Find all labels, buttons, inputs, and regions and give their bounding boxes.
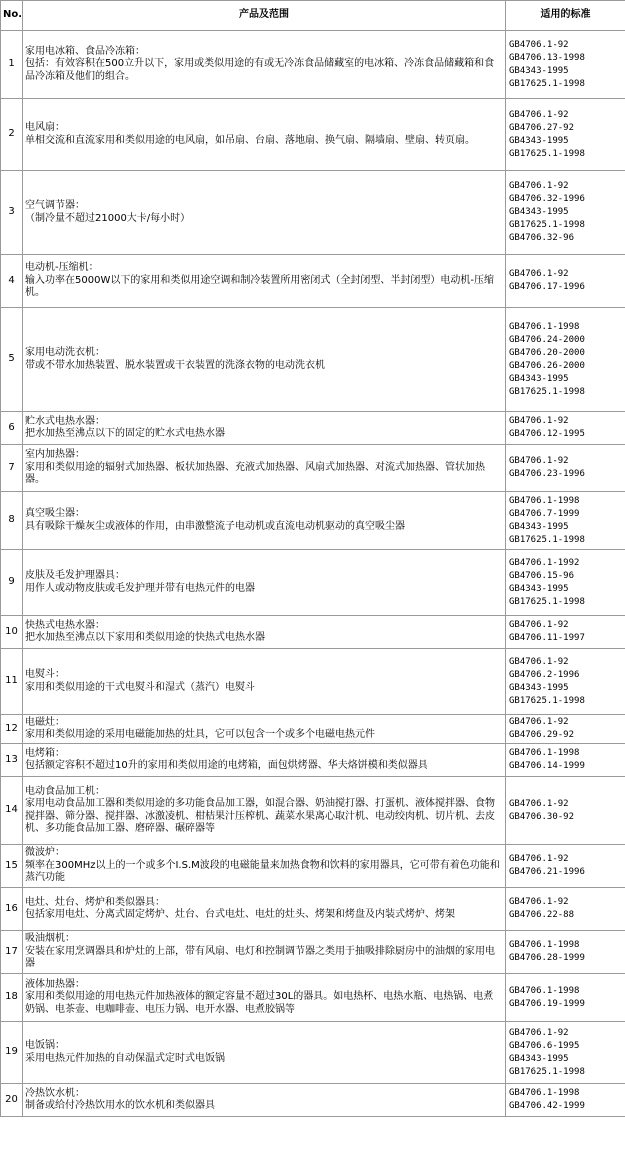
product-scope-description: 把水加热至沸点以下的固定的贮水式电热水器	[25, 428, 225, 439]
standard-code: GB4706.32-96	[509, 233, 575, 243]
standard-code: GB4706.1-1998	[509, 940, 580, 950]
standards-cell	[506, 931, 625, 974]
product-scope-description: 频率在300MHz以上的一个或多个I.S.M波段的电磁能量来加热食物和饮料的家用器具，它可带有着色功能和蒸汽功能	[25, 859, 500, 884]
standards-cell	[506, 649, 625, 715]
standard-code: GB4706.23-1996	[509, 469, 585, 479]
row-number: 7	[1, 445, 23, 492]
standards-cell	[506, 1084, 625, 1117]
product-scope-description: 家用和类似用途的采用电磁能加热的灶具，它可以包含一个或多个电磁电热元件	[25, 729, 375, 740]
table-row	[1, 974, 625, 1022]
standards-cell	[506, 845, 625, 888]
product-scope-description: 家用电动食品加工器和类似用途的多功能食品加工器，如混合器、奶油搅打器、打蛋机、液体搅拌器、食物搅拌器、筛分器、搅拌器、冰激凌机、柑桔果汁压榨机、蔬菜水果离心取汁机、电动绞肉机、切片机、去皮机、多功能食品加工器、磨碎器、碾碎器等	[25, 798, 495, 834]
product-title: 电饭锅：	[25, 1040, 65, 1051]
product-scope-description: 安装在家用烹调器具和炉灶的上部，带有风扇、电灯和控制调节器之类用于抽吸排除厨房中的油烟的家用电器	[25, 945, 495, 970]
standards-cell	[506, 744, 625, 777]
standards-cell	[506, 974, 625, 1022]
standard-code: GB17625.1-1998	[509, 1066, 585, 1077]
row-number: 6	[1, 412, 23, 445]
standards-cell	[506, 308, 625, 412]
product-scope-description: 采用电热元件加热的自动保温式定时式电饭锅	[25, 1052, 225, 1064]
standards-cell	[506, 777, 625, 845]
standard-code: GB17625.1-1998	[509, 534, 585, 545]
standard-code: GB4706.1-92	[509, 456, 569, 466]
table-row	[1, 845, 625, 888]
standard-code: GB4706.15-96	[509, 570, 575, 581]
product-title: 快热式电热水器：	[25, 619, 105, 631]
row-number: 11	[1, 649, 23, 715]
standards-cell	[506, 99, 625, 171]
row-number: 1	[1, 31, 23, 99]
standard-code: GB17625.1-1998	[509, 220, 585, 230]
table-row	[1, 412, 625, 445]
row-number: 17	[1, 931, 23, 974]
product-scope-cell	[23, 550, 506, 616]
product-title: 室内加热器：	[25, 449, 85, 461]
product-scope-cell	[23, 445, 506, 492]
product-title: 家用电动洗衣机：	[25, 347, 105, 358]
product-scope-cell	[23, 1022, 506, 1084]
standard-code: GB4706.13-1998	[509, 52, 585, 63]
product-title: 电磁灶：	[25, 716, 65, 728]
product-scope-description: 输入功率在5000W以下的家用和类似用途空调和制冷装置所用密闭式（全封闭型、半封闭型）电动机-压缩机。	[25, 274, 494, 299]
product-scope-cell	[23, 255, 506, 308]
row-number: 15	[1, 845, 23, 888]
product-scope-description: 家用和类似用途的用电热元件加热液体的额定容量不超过30L的器具。如电热杯、电热水瓶、电热锅、电煮奶锅、电茶壶、电咖啡壶、电压力锅、电开水器、电煮胶锅等	[25, 991, 494, 1015]
product-scope-cell	[23, 412, 506, 445]
row-number: 18	[1, 974, 23, 1022]
table-row	[1, 777, 625, 845]
table-body	[1, 31, 625, 1117]
row-number: 14	[1, 777, 23, 845]
product-scope-description: 包括家用电灶、分离式固定烤炉、灶台、台式电灶、电灶的灶头、烤架和烤盘及内装式烤炉、烤架	[25, 909, 455, 920]
standards-cell	[506, 888, 625, 931]
product-title: 贮水式电热水器：	[25, 415, 105, 427]
product-scope-description: 包括：有效容积在500立升以下，家用或类似用途的有或无冷冻食品储藏室的电冰箱、冷冻食品储藏箱和食品冷冻箱及他们的组合。	[25, 58, 495, 82]
product-title: 冷热饮水机：	[25, 1087, 85, 1099]
product-title: 微波炉：	[25, 847, 65, 859]
standards-cell	[506, 31, 625, 99]
standard-code: GB17625.1-1998	[509, 78, 585, 89]
table-header-row	[1, 1, 625, 31]
standard-code: GB4706.1-1998	[509, 1088, 580, 1098]
row-number: 5	[1, 308, 23, 412]
standard-code: GB4706.6-1995	[509, 1040, 580, 1051]
product-title: 电烤箱：	[25, 747, 65, 759]
standards-cell	[506, 255, 625, 308]
row-number: 4	[1, 255, 23, 308]
product-scope-cell	[23, 1084, 506, 1117]
product-scope-cell	[23, 308, 506, 412]
product-scope-cell	[23, 616, 506, 649]
standard-code: GB17625.1-1998	[509, 695, 585, 706]
table-row	[1, 715, 625, 744]
table-row	[1, 1022, 625, 1084]
product-title: 电动食品加工机：	[25, 785, 105, 797]
product-title: 液体加热器：	[25, 978, 85, 990]
table-row	[1, 616, 625, 649]
standard-code: GB4343-1995	[509, 682, 569, 693]
row-number: 12	[1, 715, 23, 744]
product-scope-cell	[23, 888, 506, 931]
product-title: 空气调节器：	[25, 200, 85, 211]
row-number: 2	[1, 99, 23, 171]
standard-code: GB4706.1-1998	[509, 321, 580, 332]
standard-code: GB4706.30-92	[509, 811, 575, 822]
product-scope-cell	[23, 715, 506, 744]
row-number: 3	[1, 171, 23, 255]
row-number: 19	[1, 1022, 23, 1084]
standard-code: GB4343-1995	[509, 583, 569, 594]
product-scope-description: 具有吸除干燥灰尘或液体的作用，由串激整流子电动机或直流电动机驱动的真空吸尘器	[25, 520, 405, 532]
standards-cell	[506, 492, 625, 550]
product-scope-cell	[23, 171, 506, 255]
standard-code: GB4706.1-92	[509, 109, 569, 120]
product-scope-cell	[23, 31, 506, 99]
standards-cell	[506, 171, 625, 255]
standard-code: GB17625.1-1998	[509, 596, 585, 607]
table-row	[1, 1084, 625, 1117]
product-title: 吸油烟机：	[25, 933, 75, 945]
table-row	[1, 171, 625, 255]
standard-code: GB4706.19-1999	[509, 998, 585, 1009]
standard-code: GB4706.11-1997	[509, 633, 585, 643]
standard-code: GB4706.1-92	[509, 656, 569, 667]
standard-code: GB4706.28-1999	[509, 953, 585, 963]
product-scope-cell	[23, 744, 506, 777]
table-row	[1, 888, 625, 931]
standard-code: GB4706.1-1998	[509, 985, 580, 996]
product-scope-cell	[23, 649, 506, 715]
standard-code: GB4706.42-1999	[509, 1101, 585, 1111]
product-scope-description: 家用和类似用途的辐射式加热器、板状加热器、充液式加热器、风扇式加热器、对流式加热器、管状加热器。	[25, 461, 485, 486]
standard-code: GB4706.1-1998	[509, 748, 580, 758]
table-row	[1, 31, 625, 99]
standard-code: GB4706.17-1996	[509, 282, 585, 292]
standards-cell	[506, 550, 625, 616]
product-scope-description: 家用和类似用途的干式电熨斗和湿式（蒸汽）电熨斗	[25, 681, 255, 693]
row-number: 10	[1, 616, 23, 649]
header-product-scope: 产品及范围	[23, 1, 506, 31]
row-number: 9	[1, 550, 23, 616]
standard-code: GB4706.1-92	[509, 1027, 569, 1038]
standard-code: GB4706.29-92	[509, 730, 575, 740]
product-scope-cell	[23, 777, 506, 845]
product-title: 电灶、灶台、烤炉和类似器具：	[25, 896, 165, 908]
standard-code: GB4706.14-1999	[509, 761, 585, 771]
standards-cell	[506, 715, 625, 744]
table-row	[1, 308, 625, 412]
standard-code: GB4706.24-2000	[509, 334, 585, 345]
product-scope-cell	[23, 845, 506, 888]
product-scope-cell	[23, 931, 506, 974]
table-row	[1, 492, 625, 550]
standard-code: GB4343-1995	[509, 521, 569, 532]
product-title: 皮肤及毛发护理器具：	[25, 570, 125, 581]
product-scope-description: 制备或给付冷热饮用水的饮水机和类似器具	[25, 1100, 215, 1111]
standards-cell	[506, 445, 625, 492]
product-title: 电熨斗：	[25, 669, 65, 680]
standard-code: GB4706.22-88	[509, 910, 575, 920]
product-scope-description: 把水加热至沸点以下家用和类似用途的快热式电热水器	[25, 632, 265, 643]
standard-code: GB17625.1-1998	[509, 386, 585, 397]
standards-cell	[506, 616, 625, 649]
table-row	[1, 744, 625, 777]
standard-code: GB4706.7-1999	[509, 508, 580, 519]
product-title: 电动机-压缩机：	[25, 262, 99, 274]
standard-code: GB4706.1-92	[509, 798, 569, 809]
product-scope-description: 包括额定容积不超过10升的家用和类似用途的电烤箱，面包烘烤器、华夫烙饼模和类似器具	[25, 760, 428, 771]
standard-code: GB4706.27-92	[509, 122, 575, 133]
product-scope-description: （制冷量不超过21000大卡/每小时）	[25, 212, 191, 224]
table-row	[1, 445, 625, 492]
product-scope-cell	[23, 492, 506, 550]
standard-code: GB4706.20-2000	[509, 347, 585, 358]
standard-code: GB4343-1995	[509, 207, 569, 217]
table-row	[1, 550, 625, 616]
header-applicable-standard: 适用的标准	[506, 1, 625, 31]
standard-code: GB4706.26-2000	[509, 360, 585, 371]
standard-code: GB4706.1-92	[509, 717, 569, 727]
standard-code: GB4706.2-1996	[509, 669, 580, 680]
standard-code: GB17625.1-1998	[509, 148, 585, 159]
row-number: 13	[1, 744, 23, 777]
standard-code: GB4706.1-92	[509, 269, 569, 279]
table-row	[1, 255, 625, 308]
standard-code: GB4706.1-92	[509, 416, 569, 426]
standard-code: GB4706.21-1996	[509, 867, 585, 877]
standard-code: GB4706.32-1996	[509, 194, 585, 204]
row-number: 16	[1, 888, 23, 931]
header-no: No.	[1, 1, 23, 31]
standard-code: GB4706.12-1995	[509, 429, 585, 439]
standard-code: GB4706.1-1998	[509, 495, 580, 506]
row-number: 20	[1, 1084, 23, 1117]
standards-cell	[506, 412, 625, 445]
product-scope-description: 用作人或动物皮肤或毛发护理并带有电热元件的电器	[25, 582, 255, 594]
product-title: 真空吸尘器：	[25, 508, 85, 519]
table-row	[1, 931, 625, 974]
standard-code: GB4706.1-92	[509, 620, 569, 630]
product-scope-cell	[23, 974, 506, 1022]
standard-code: GB4343-1995	[509, 1053, 569, 1064]
product-scope-cell	[23, 99, 506, 171]
row-number: 8	[1, 492, 23, 550]
standard-code: GB4343-1995	[509, 373, 569, 384]
table-row	[1, 649, 625, 715]
standard-code: GB4706.1-92	[509, 854, 569, 864]
standard-code: GB4343-1995	[509, 135, 569, 146]
table-row	[1, 99, 625, 171]
product-scope-description: 单相交流和直流家用和类似用途的电风扇，如吊扇、台扇、落地扇、换气扇、隔墙扇、壁扇、转页扇。	[25, 134, 475, 146]
standard-code: GB4706.1-92	[509, 897, 569, 907]
standard-code: GB4343-1995	[509, 65, 569, 76]
standards-cell	[506, 1022, 625, 1084]
product-title: 家用电冰箱、食品冷冻箱：	[25, 45, 145, 57]
product-title: 电风扇：	[25, 122, 65, 133]
standard-code: GB4706.1-92	[509, 181, 569, 191]
product-scope-description: 带或不带水加热装置、脱水装置或干衣装置的洗涤衣物的电动洗衣机	[25, 359, 325, 371]
standard-code: GB4706.1-1992	[509, 557, 580, 568]
standard-code: GB4706.1-92	[509, 39, 569, 50]
